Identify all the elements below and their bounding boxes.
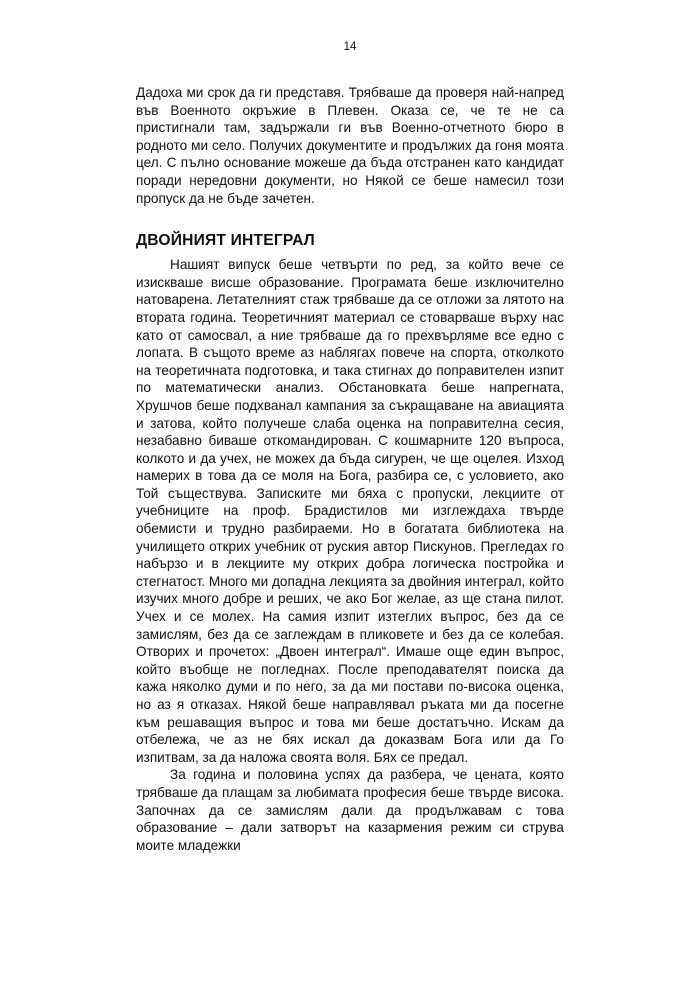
- body-paragraph: Нашият випуск беше четвърти по ред, за който вече се изискваше висше образование. Програмата беше изключително натоварена. Летателният стаж трябваше да се отложи за лятото на втората година. Теоретичният материал се стоварваше върху нас като от самосвал, а ние трябваше да го прехвърляме все едно с лопата. В същото време аз наблягах повече на спорта, отколкото на теоретичната подготовка, и така стигнах до поправителен изпит по математически анализ. Обстановката беше напрегната, Хрушчов беше подхванал кампания за съкращаване на авиацията и затова, който получеше слаба оценка на поправителна сесия, незабавно биваше откомандирован. С кошмарните 120 въпроса, колкото и да учех, не можех да бъда сигурен, че ще оцелея. Изход намерих в това да се моля на Бога, разбира се, с условието, ако Той съществува. Записките ми бяха с пропуски, лекциите от учебниците на проф. Брадистилов ми изглеждаха твърде обемисти и трудно разбираеми. Но в богатата библиотека на училището открих учебник от руския автор Пискунов. Прегледах го набързо и в лекциите му открих добра логическа постройка и стегнатост. Много ми допадна лекцията за двойния интеграл, който изучих много добре и реших, че ако Бог желае, аз ще стана пилот. Учех и се молех. На самия изпит изтеглих въпрос, без да се замислям, без да се заглеждам в пликовете и без да се колебая. Отворих и прочетох: „Двоен интеграл“. Имаше още един въпрос, който въобще не погледнах. После преподавателят поиска да кажа няколко думи и по него, за да ми постави по-висока оценка, но аз я отказах. Някой беше направлявал ръката ми да посегне към решаващия въпрос и това ми беше достатъчно. Искам да отбележа, че аз не бях искал да доказвам Бога или да Го изпитвам, за да наложа своята воля. Бях се предал.: [136, 257, 564, 765]
- intro-paragraph: Дадоха ми срок да ги представя. Трябваше да проверя най-напред във Военното окръжие в Плевен. Оказа се, че те не са пристигнали там, задържали ги във Военно-отчетното бюро в родното ми село. Получих документите и продължих да гоня моята цел. С пълно основание можеше да бъда отстранен като кандидат поради нередовни документи, но Някой се беше намесил този пропуск да не бъде зачетен.: [136, 85, 564, 206]
- body-paragraph: За година и половина успях да разбера, че цената, която трябваше да плащам за любимата професия беше твърде висока. Започнах да се замислям дали да продължавам с това образование – дали затворът на казармения режим си струва моите младежки: [136, 767, 564, 853]
- page-number: 14: [343, 41, 357, 53]
- section-heading: ДВОЙНИЯТ ИНТЕГРАЛ: [136, 232, 315, 250]
- page-body: [136, 84, 564, 854]
